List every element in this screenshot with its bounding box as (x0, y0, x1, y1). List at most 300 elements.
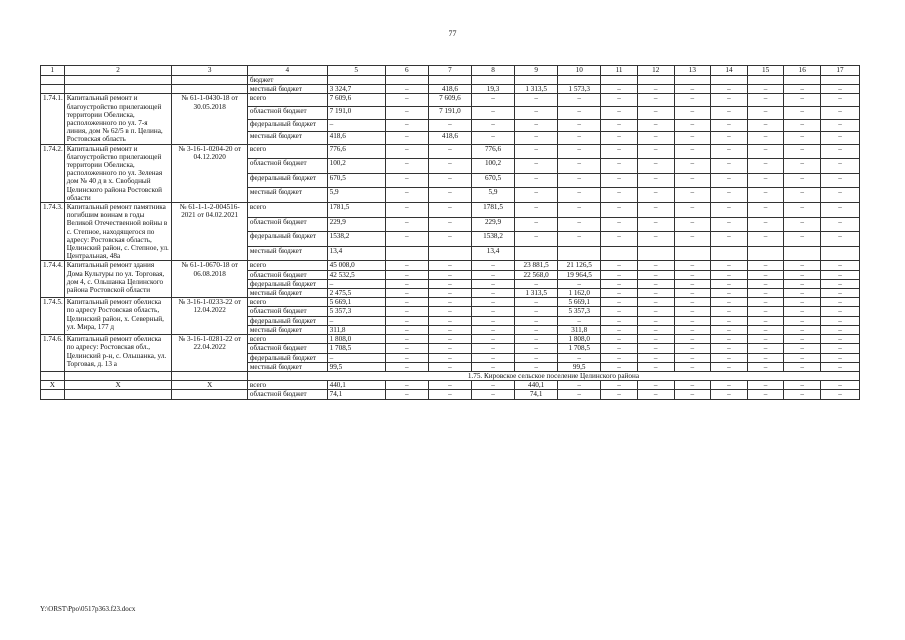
value-cell: – (385, 353, 428, 362)
value-cell: – (711, 159, 748, 174)
value-cell: – (601, 203, 638, 218)
value-cell: 45 008,0 (327, 261, 385, 270)
value-cell: – (428, 344, 471, 353)
value-cell: – (747, 298, 784, 307)
value-cell: – (558, 381, 601, 390)
column-number: 9 (515, 66, 558, 76)
value-cell (821, 246, 860, 261)
empty-cell (385, 76, 428, 85)
value-cell: – (747, 325, 784, 334)
x-mark (64, 390, 172, 399)
value-cell: – (674, 270, 711, 279)
value-cell: – (637, 270, 674, 279)
value-cell: – (821, 381, 860, 390)
x-mark: X (64, 381, 172, 390)
budget-type: областной бюджет (247, 307, 327, 316)
value-cell: – (471, 381, 514, 390)
budget-type: всего (247, 335, 327, 344)
item-number: 1.74.4. (41, 261, 65, 298)
value-cell: – (784, 325, 821, 334)
empty-cell (784, 76, 821, 85)
value-cell: – (515, 119, 558, 132)
item-document: № 3-16-1-0233-22 от 12.04.2022 (172, 298, 247, 335)
value-cell: 1781,5 (327, 203, 385, 218)
value-cell: – (674, 307, 711, 316)
value-cell: – (784, 217, 821, 232)
value-cell: 100,2 (327, 159, 385, 174)
table-row (41, 335, 860, 344)
value-cell: – (471, 344, 514, 353)
value-cell: – (601, 344, 638, 353)
value-cell: 440,1 (515, 381, 558, 390)
value-cell: – (428, 159, 471, 174)
value-cell: – (428, 298, 471, 307)
empty-cell (601, 76, 638, 85)
value-cell: – (515, 188, 558, 203)
column-number: 16 (784, 66, 821, 76)
value-cell: 1 708,5 (327, 344, 385, 353)
value-cell: – (558, 390, 601, 399)
value-cell: – (558, 217, 601, 232)
value-cell: – (385, 132, 428, 145)
value-cell: – (784, 85, 821, 94)
value-cell: – (747, 106, 784, 119)
value-cell: – (428, 362, 471, 371)
table-row (41, 390, 860, 399)
value-cell: – (558, 279, 601, 288)
value-cell: – (674, 232, 711, 247)
value-cell: – (711, 85, 748, 94)
value-cell: – (515, 307, 558, 316)
value-cell (784, 246, 821, 261)
value-cell: – (601, 106, 638, 119)
value-cell: – (821, 261, 860, 270)
empty-cell (327, 76, 385, 85)
value-cell: – (784, 279, 821, 288)
empty-cell (747, 76, 784, 85)
value-cell: – (471, 289, 514, 298)
budget-type: федеральный бюджет (247, 173, 327, 188)
value-cell: – (558, 316, 601, 325)
value-cell: – (428, 316, 471, 325)
value-cell: – (747, 316, 784, 325)
value-cell: – (428, 353, 471, 362)
value-cell: – (515, 94, 558, 107)
value-cell: 229,9 (471, 217, 514, 232)
value-cell: – (428, 232, 471, 247)
value-cell: – (471, 94, 514, 107)
value-cell: – (784, 316, 821, 325)
value-cell: – (711, 144, 748, 159)
budget-type: местный бюджет (247, 132, 327, 145)
value-cell: 7 191,0 (428, 106, 471, 119)
value-cell: – (428, 279, 471, 288)
column-number: 10 (558, 66, 601, 76)
value-cell: – (385, 217, 428, 232)
empty-cell (515, 76, 558, 85)
value-cell: – (637, 85, 674, 94)
value-cell (674, 246, 711, 261)
item-name: Капитальный ремонт и благоустройство прилегающей территории Обелиска, расположенного по ул. Зеленая дом № 40 д в х. Свободный Целинского района Ростовской области (64, 144, 172, 202)
value-cell: – (711, 173, 748, 188)
value-cell: – (747, 279, 784, 288)
value-cell: – (747, 362, 784, 371)
value-cell (558, 246, 601, 261)
column-number: 5 (327, 66, 385, 76)
value-cell: – (515, 203, 558, 218)
value-cell: – (747, 381, 784, 390)
value-cell: – (784, 298, 821, 307)
item-document: № 3-16-1-0204-20 от 04.12.2020 (172, 144, 247, 202)
value-cell: – (637, 335, 674, 344)
value-cell: – (471, 270, 514, 279)
value-cell: – (601, 119, 638, 132)
value-cell: 1 162,0 (558, 289, 601, 298)
value-cell: 5,9 (471, 188, 514, 203)
value-cell: – (601, 298, 638, 307)
value-cell: – (515, 232, 558, 247)
empty-cell (172, 85, 247, 94)
x-mark (172, 390, 247, 399)
value-cell: – (821, 307, 860, 316)
value-cell: – (385, 316, 428, 325)
value-cell: – (821, 325, 860, 334)
empty-cell (471, 76, 514, 85)
value-cell: – (637, 106, 674, 119)
value-cell: – (674, 119, 711, 132)
value-cell: – (558, 232, 601, 247)
item-number: 1.74.5. (41, 298, 65, 335)
value-cell: – (601, 159, 638, 174)
budget-type: федеральный бюджет (247, 353, 327, 362)
value-cell: – (601, 261, 638, 270)
value-cell: – (601, 217, 638, 232)
value-cell: – (711, 335, 748, 344)
value-cell: – (711, 270, 748, 279)
value-cell: – (711, 316, 748, 325)
value-cell: – (784, 335, 821, 344)
value-cell: – (601, 144, 638, 159)
value-cell: – (711, 232, 748, 247)
value-cell: – (637, 381, 674, 390)
value-cell: – (711, 289, 748, 298)
value-cell: – (515, 217, 558, 232)
value-cell: – (674, 173, 711, 188)
value-cell: – (601, 188, 638, 203)
value-cell: – (674, 390, 711, 399)
value-cell: – (601, 353, 638, 362)
value-cell: – (821, 362, 860, 371)
value-cell: – (747, 307, 784, 316)
value-cell: 1 313,5 (515, 289, 558, 298)
value-cell: – (784, 188, 821, 203)
value-cell: – (674, 316, 711, 325)
value-cell: 229,9 (327, 217, 385, 232)
value-cell: – (821, 270, 860, 279)
value-cell: – (637, 94, 674, 107)
value-cell: – (601, 307, 638, 316)
value-cell: – (784, 144, 821, 159)
value-cell: – (784, 203, 821, 218)
value-cell: – (747, 132, 784, 145)
value-cell: – (637, 279, 674, 288)
table-row (41, 94, 860, 107)
value-cell: – (471, 106, 514, 119)
value-cell: 74,1 (515, 390, 558, 399)
table-row (41, 381, 860, 390)
value-cell: – (515, 335, 558, 344)
value-cell: 7 609,6 (428, 94, 471, 107)
value-cell: – (601, 381, 638, 390)
value-cell: – (327, 316, 385, 325)
value-cell: – (637, 203, 674, 218)
item-name: Капитальный ремонт здания Дома Культуры по ул. Торговая, дом 4, с. Ольшанка Целинского района Ростовской области (64, 261, 172, 298)
value-cell: – (637, 144, 674, 159)
value-cell: 19,3 (471, 85, 514, 94)
budget-type: бюджет (247, 76, 327, 85)
value-cell: – (821, 173, 860, 188)
value-cell: – (821, 94, 860, 107)
value-cell: – (385, 144, 428, 159)
value-cell: – (711, 279, 748, 288)
item-name: Капитальный ремонт памятника погибшим воинам в годы Великой Отечественной войны в с. Степное, находящегося по адресу: Ростовская область, Целинский район, с. Степное, ул. Центральная, 48а (64, 203, 172, 261)
value-cell: – (428, 119, 471, 132)
value-cell: – (637, 173, 674, 188)
budget-type: местный бюджет (247, 325, 327, 334)
value-cell: – (784, 353, 821, 362)
value-cell: 5,9 (327, 188, 385, 203)
value-cell: – (471, 390, 514, 399)
value-cell: – (385, 173, 428, 188)
item-document: № 61-1-0430-18 от 30.05.2018 (172, 94, 247, 144)
value-cell: – (674, 261, 711, 270)
value-cell: – (747, 344, 784, 353)
value-cell: – (821, 289, 860, 298)
value-cell: – (471, 261, 514, 270)
value-cell: – (637, 353, 674, 362)
value-cell: – (471, 362, 514, 371)
value-cell: – (637, 217, 674, 232)
value-cell: – (601, 173, 638, 188)
item-number: 1.74.6. (41, 335, 65, 372)
page-number: 77 (448, 29, 457, 38)
budget-type: всего (247, 203, 327, 218)
value-cell (515, 246, 558, 261)
value-cell: – (385, 335, 428, 344)
value-cell: – (637, 307, 674, 316)
value-cell: 5 357,3 (327, 307, 385, 316)
item-name: Капитальный ремонт и благоустройство прилегающей территории Обелиска, расположенного по ул. 7-я линия, дом № 62/5 в п. Целина, Ростовская область (64, 94, 172, 144)
value-cell (601, 246, 638, 261)
empty-cell (172, 371, 247, 380)
value-cell: 5 669,1 (558, 298, 601, 307)
value-cell: – (711, 217, 748, 232)
value-cell: – (558, 353, 601, 362)
value-cell: – (515, 298, 558, 307)
budget-type: всего (247, 144, 327, 159)
value-cell: – (385, 203, 428, 218)
column-number: 8 (471, 66, 514, 76)
value-cell: – (385, 390, 428, 399)
value-cell: – (747, 390, 784, 399)
value-cell: – (821, 232, 860, 247)
x-mark: X (172, 381, 247, 390)
value-cell: – (385, 85, 428, 94)
value-cell: – (821, 344, 860, 353)
carry-over-row-tail (41, 76, 860, 85)
value-cell: – (515, 106, 558, 119)
value-cell (428, 246, 471, 261)
value-cell: – (385, 261, 428, 270)
value-cell: 670,5 (327, 173, 385, 188)
empty-cell (64, 76, 172, 85)
value-cell: – (637, 289, 674, 298)
value-cell (711, 246, 748, 261)
value-cell: – (821, 390, 860, 399)
column-number: 4 (247, 66, 327, 76)
value-cell: – (637, 316, 674, 325)
value-cell: – (674, 289, 711, 298)
empty-cell (558, 76, 601, 85)
value-cell: – (471, 307, 514, 316)
value-cell: – (385, 325, 428, 334)
budget-type: всего (247, 261, 327, 270)
value-cell: – (784, 261, 821, 270)
value-cell: – (515, 325, 558, 334)
value-cell: – (821, 279, 860, 288)
value-cell: – (385, 270, 428, 279)
budget-type: всего (247, 94, 327, 107)
value-cell: – (637, 390, 674, 399)
value-cell (385, 246, 428, 261)
column-number: 11 (601, 66, 638, 76)
value-cell: – (637, 362, 674, 371)
value-cell: – (674, 325, 711, 334)
value-cell: – (637, 132, 674, 145)
value-cell: – (637, 232, 674, 247)
value-cell: – (558, 173, 601, 188)
value-cell: 1 573,3 (558, 85, 601, 94)
value-cell: – (385, 279, 428, 288)
budget-type: всего (247, 298, 327, 307)
table-row (41, 261, 860, 270)
value-cell: – (747, 94, 784, 107)
value-cell: – (674, 335, 711, 344)
column-number: 1 (41, 66, 65, 76)
budget-table (40, 65, 860, 400)
value-cell: – (385, 94, 428, 107)
value-cell: 13,4 (327, 246, 385, 261)
value-cell: – (821, 85, 860, 94)
column-number: 12 (637, 66, 674, 76)
value-cell: 418,6 (428, 132, 471, 145)
value-cell: – (471, 353, 514, 362)
value-cell: – (558, 106, 601, 119)
value-cell: – (428, 173, 471, 188)
value-cell: – (747, 85, 784, 94)
value-cell: – (515, 159, 558, 174)
budget-type: федеральный бюджет (247, 119, 327, 132)
value-cell: – (711, 261, 748, 270)
item-name: Капитальный ремонт обелиска по адресу Ростовская область, Целинский район, х. Северный, ул. Мира, 177 д (64, 298, 172, 335)
value-cell: – (637, 325, 674, 334)
value-cell: – (784, 106, 821, 119)
value-cell: – (471, 132, 514, 145)
value-cell: – (471, 325, 514, 334)
value-cell: – (471, 298, 514, 307)
value-cell: – (601, 85, 638, 94)
item-number: 1.74.2. (41, 144, 65, 202)
value-cell: – (821, 106, 860, 119)
value-cell: – (711, 344, 748, 353)
budget-type: местный бюджет (247, 246, 327, 261)
value-cell: 1 708,5 (558, 344, 601, 353)
value-cell: – (747, 173, 784, 188)
value-cell: – (784, 159, 821, 174)
value-cell: – (674, 344, 711, 353)
value-cell: – (601, 94, 638, 107)
budget-type: областной бюджет (247, 106, 327, 119)
value-cell: – (674, 298, 711, 307)
value-cell: – (637, 344, 674, 353)
budget-type: местный бюджет (247, 362, 327, 371)
value-cell: – (784, 381, 821, 390)
value-cell: – (428, 307, 471, 316)
value-cell: – (821, 159, 860, 174)
value-cell: – (428, 335, 471, 344)
value-cell: – (674, 94, 711, 107)
value-cell: – (558, 144, 601, 159)
budget-type: областной бюджет (247, 159, 327, 174)
value-cell: – (428, 325, 471, 334)
value-cell: – (784, 94, 821, 107)
value-cell: – (558, 188, 601, 203)
value-cell: – (747, 232, 784, 247)
column-number: 3 (172, 66, 247, 76)
empty-cell (821, 76, 860, 85)
empty-cell (41, 371, 65, 380)
value-cell: – (385, 307, 428, 316)
value-cell: 3 324,7 (327, 85, 385, 94)
value-cell: 13,4 (471, 246, 514, 261)
value-cell: – (558, 203, 601, 218)
value-cell: – (674, 159, 711, 174)
value-cell: – (637, 159, 674, 174)
value-cell: – (601, 289, 638, 298)
value-cell: – (784, 362, 821, 371)
value-cell: – (471, 335, 514, 344)
empty-cell (41, 76, 65, 85)
item-document: № 61-1-0670-18 от 06.08.2018 (172, 261, 247, 298)
value-cell: – (711, 307, 748, 316)
value-cell: – (747, 203, 784, 218)
value-cell: – (428, 270, 471, 279)
value-cell: 7 191,0 (327, 106, 385, 119)
value-cell: – (558, 119, 601, 132)
value-cell: – (385, 344, 428, 353)
value-cell: – (515, 362, 558, 371)
value-cell: – (515, 144, 558, 159)
value-cell: – (515, 173, 558, 188)
value-cell: – (637, 119, 674, 132)
value-cell: – (385, 362, 428, 371)
value-cell: 99,5 (327, 362, 385, 371)
value-cell: – (674, 279, 711, 288)
budget-type: федеральный бюджет (247, 316, 327, 325)
value-cell: 1781,5 (471, 203, 514, 218)
column-number: 17 (821, 66, 860, 76)
value-cell: 1 313,5 (515, 85, 558, 94)
